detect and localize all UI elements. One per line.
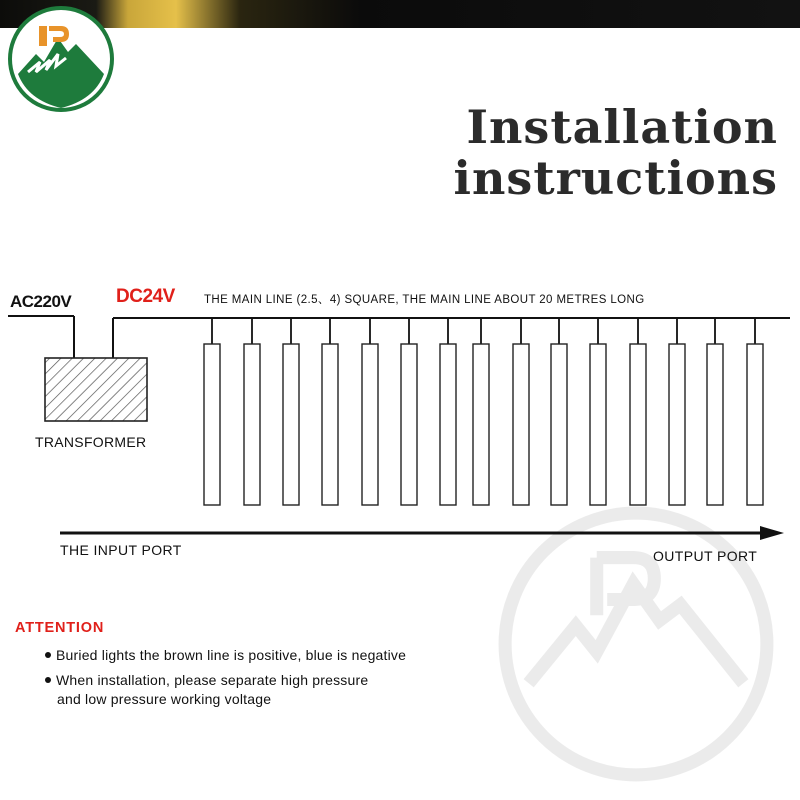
light-bar [204, 344, 220, 505]
light-bar [630, 344, 646, 505]
attention-heading: ATTENTION [15, 620, 105, 636]
note-2-text-line-1: When installation, please separate high pressure [56, 672, 369, 688]
transformer-label: TRANSFORMER [35, 434, 147, 450]
main-line-label: THE MAIN LINE (2.5、4) SQUARE, THE MAIN LINE ABOUT 20 METRES LONG [204, 294, 645, 306]
bullet-icon [45, 677, 51, 683]
light-bar [669, 344, 685, 505]
light-bar [362, 344, 378, 505]
light-bar [590, 344, 606, 505]
light-bar [551, 344, 567, 505]
input-port-label: THE INPUT PORT [60, 542, 182, 558]
flow-arrow-head [760, 526, 784, 540]
transformer-box [45, 358, 147, 421]
light-bar [747, 344, 763, 505]
light-bar [322, 344, 338, 505]
light-bar [513, 344, 529, 505]
attention-note-1 [45, 646, 406, 665]
light-bar [244, 344, 260, 505]
light-bar [401, 344, 417, 505]
dc-voltage-label: DC24V [116, 286, 175, 307]
ac-voltage-label: AC220V [10, 292, 72, 311]
bullet-icon [45, 652, 51, 658]
title-line-1: Installation [466, 100, 778, 154]
title-line-2: instructions [453, 151, 778, 205]
output-port-label: OUTPUT PORT [653, 548, 758, 564]
light-bar [707, 344, 723, 505]
light-bar [473, 344, 489, 505]
light-bar [440, 344, 456, 505]
note-1-text: Buried lights the brown line is positive, blue is negative [56, 647, 407, 663]
light-bar [283, 344, 299, 505]
attention-note-2 [45, 671, 368, 709]
note-2-text-line-2: and low pressure working voltage [57, 691, 272, 707]
light-bar-group [204, 318, 763, 505]
